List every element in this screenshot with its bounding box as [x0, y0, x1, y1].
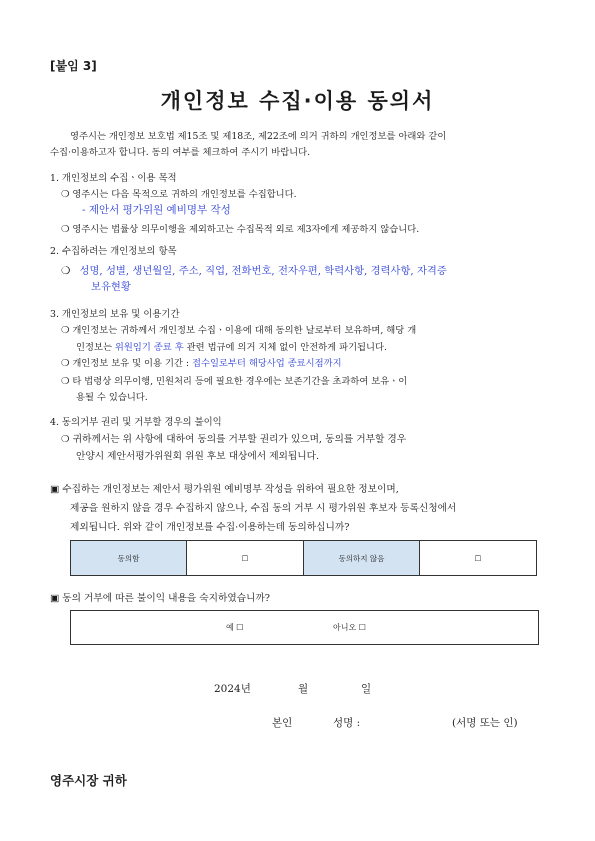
page-title: 개인정보 수집·이용 동의서: [160, 89, 435, 113]
square-bullet-icon: ▣: [50, 593, 60, 604]
agree-checkbox[interactable]: ☐: [187, 541, 304, 576]
section-3-heading: 3. 개인정보의 보유 및 이용기간: [50, 309, 180, 320]
date-year: 2024년: [214, 683, 251, 695]
bullet-text: 귀하께서는 위 사항에 대하여 동의를 거부할 권리가 있으며, 동의를 거부할 경우: [72, 434, 407, 445]
question-line-2: 제공을 원하지 않을 경우 수집하지 않으나, 수집 동의 거부 시 평가위원 후보자 등록신청에서: [70, 503, 457, 514]
signature-note: (서명 또는 인): [452, 717, 518, 729]
bullet-text: 영주시는 다음 목적으로 귀하의 개인정보를 수집합니다.: [72, 189, 297, 200]
square-bullet-icon: ▣: [50, 484, 60, 495]
text-highlight: 접수일로부터 해당사업 종료시점까지: [191, 358, 342, 369]
text-pre: 개인정보 보유 및 이용 기간 :: [72, 358, 190, 369]
circle-bullet-icon: ❍: [61, 325, 70, 336]
items-line-2: 보유현황: [91, 281, 131, 293]
circle-bullet-icon: ❍: [61, 376, 70, 387]
section-3-bullet-1: [61, 322, 416, 336]
section-4-heading: 4. 동의거부 권리 및 거부할 경우의 불이익: [50, 417, 222, 428]
items-line-1: 성명, 성별, 생년월일, 주소, 직업, 전화번호, 전자우편, 학력사항, 경력사항, 자격증: [79, 265, 447, 277]
bullet-text: 타 법령상 의무이행, 민원처리 등에 필요한 경우에는 보존기간을 초과하여 보유ㆍ이: [72, 376, 408, 387]
disagree-label: 동의하지 않음: [304, 541, 420, 576]
question-line-1: 수집하는 개인정보는 제안서 평가위원 예비명부 작성을 위하여 필요한 정보이며,: [62, 484, 399, 495]
section-2-heading: 2. 수집하려는 개인정보의 항목: [50, 246, 177, 257]
consent-question-2: [50, 590, 270, 604]
section-1-bullet-2: [61, 221, 419, 235]
section-1-bullet-1: [61, 186, 297, 200]
circle-bullet-icon: ❍: [61, 358, 70, 369]
section-4-bullet-1: [61, 431, 406, 445]
addressee: 영주시장 귀하: [50, 773, 127, 788]
text-pre: 인정보는: [76, 342, 112, 353]
text-highlight: 위원임기 종료 후: [114, 342, 184, 353]
signature-name-label: 성명 :: [333, 717, 361, 729]
no-checkbox[interactable]: 아니오 ☐: [333, 623, 366, 632]
date-month: 월: [298, 683, 309, 695]
section-3-bullet-2: [61, 355, 342, 369]
signature-self: 본인: [272, 717, 293, 729]
disagree-checkbox[interactable]: ☐: [420, 541, 537, 576]
section-3-bullet-3: [61, 373, 407, 387]
circle-bullet-icon: ❍: [61, 224, 70, 235]
consent-table: [70, 540, 537, 576]
circle-bullet-icon: ❍: [61, 189, 70, 200]
intro-line-2: 수집·이용하고자 합니다. 동의 여부를 체크하여 주시기 바랍니다.: [50, 147, 311, 158]
bullet-text: 개인정보는 귀하께서 개인정보 수집ㆍ이용에 대해 동의한 날로부터 보유하며, 해당 개: [72, 325, 417, 336]
circle-bullet-icon: ❍: [61, 265, 71, 277]
intro-line-1: 영주시는 개인정보 보호법 제15조 및 제18조, 제22조에 의거 귀하의 개인정보를 아래와 같이: [70, 131, 447, 142]
question-line-3: 제외됩니다. 위와 같이 개인정보를 수집·이용하는데 동의하십니까?: [70, 522, 350, 533]
section-3-bullet-3-cont: 용될 수 있습니다.: [76, 392, 148, 403]
yes-checkbox[interactable]: 예 ☐: [226, 623, 244, 632]
section-4-bullet-1-cont: 안양시 제안서평가위원회 위원 후보 대상에서 제외됩니다.: [76, 451, 320, 462]
date-day: 일: [361, 683, 372, 695]
section-1-heading: 1. 개인정보의 수집ㆍ이용 목적: [50, 173, 177, 184]
text-post: 관련 법규에 의거 지체 없이 안전하게 파기됩니다.: [186, 342, 387, 353]
acknowledge-box: [70, 610, 539, 645]
section-3-bullet-1-cont: [76, 339, 387, 353]
bullet-text: 영주시는 법률상 의무이행을 제외하고는 수집목적 외로 제3자에게 제공하지 않습니다.: [72, 224, 420, 235]
agree-label: 동의함: [71, 541, 187, 576]
section-2-items: [61, 262, 447, 277]
circle-bullet-icon: ❍: [61, 434, 70, 445]
attachment-tag: [붙임 3]: [50, 59, 97, 73]
consent-question-1: [50, 481, 399, 495]
section-1-purpose: - 제안서 평가위원 예비명부 작성: [82, 204, 231, 216]
question-text: 동의 거부에 따른 불이익 내용을 숙지하였습니까?: [62, 593, 271, 604]
